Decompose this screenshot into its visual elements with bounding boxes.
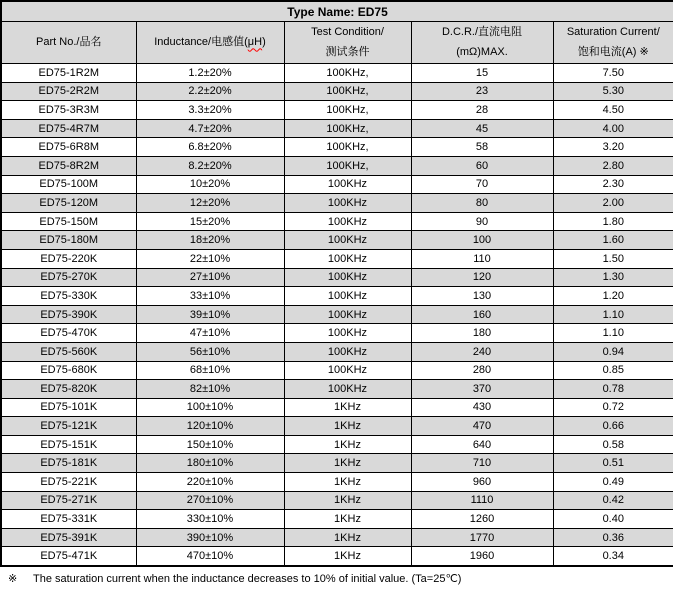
- cell-inductance: 6.8±20%: [136, 138, 284, 157]
- cell-dcr: 470: [411, 417, 553, 436]
- cell-dcr: 28: [411, 101, 553, 120]
- cell-test: 1KHz: [284, 547, 411, 566]
- col-header-dcr: [411, 22, 553, 64]
- cell-part: ED75-471K: [1, 547, 136, 566]
- table-row: [1, 435, 673, 454]
- col-header-test-condition: [284, 22, 411, 64]
- cell-part: ED75-391K: [1, 528, 136, 547]
- cell-test: 100KHz: [284, 380, 411, 399]
- cell-dcr: 70: [411, 175, 553, 194]
- cell-inductance: 22±10%: [136, 249, 284, 268]
- cell-test: 1KHz: [284, 510, 411, 529]
- col-header-test-condition-line1: Test Condition/: [311, 25, 384, 38]
- table-row: [1, 268, 673, 287]
- cell-sat: 1.80: [553, 212, 673, 231]
- cell-inductance: 68±10%: [136, 361, 284, 380]
- col-header-test-condition-line2: 测试条件: [325, 45, 370, 58]
- cell-test: 1KHz: [284, 454, 411, 473]
- cell-test: 100KHz: [284, 249, 411, 268]
- spellcheck-squiggle: μH: [247, 35, 263, 48]
- cell-part: ED75-121K: [1, 417, 136, 436]
- cell-test: 1KHz: [284, 473, 411, 492]
- table-row: [1, 212, 673, 231]
- table-row: [1, 82, 673, 101]
- cell-dcr: 58: [411, 138, 553, 157]
- cell-dcr: 90: [411, 212, 553, 231]
- cell-test: 100KHz,: [284, 64, 411, 83]
- cell-inductance: 180±10%: [136, 454, 284, 473]
- cell-test: 100KHz: [284, 175, 411, 194]
- table-row: [1, 287, 673, 306]
- cell-dcr: 430: [411, 398, 553, 417]
- table-row: [1, 342, 673, 361]
- cell-dcr: 1960: [411, 547, 553, 566]
- table-row: [1, 249, 673, 268]
- cell-sat: 1.50: [553, 249, 673, 268]
- table-row: [1, 156, 673, 175]
- cell-test: 100KHz,: [284, 82, 411, 101]
- cell-part: ED75-181K: [1, 454, 136, 473]
- cell-sat: 0.49: [553, 473, 673, 492]
- table-row: [1, 305, 673, 324]
- cell-test: 100KHz: [284, 342, 411, 361]
- cell-dcr: 240: [411, 342, 553, 361]
- col-header-saturation-current: [553, 22, 673, 64]
- cell-part: ED75-180M: [1, 231, 136, 250]
- cell-part: ED75-220K: [1, 249, 136, 268]
- cell-inductance: 270±10%: [136, 491, 284, 510]
- cell-test: 100KHz,: [284, 101, 411, 120]
- cell-dcr: 120: [411, 268, 553, 287]
- cell-dcr: 280: [411, 361, 553, 380]
- cell-test: 100KHz: [284, 231, 411, 250]
- cell-test: 1KHz: [284, 398, 411, 417]
- cell-test: 100KHz,: [284, 138, 411, 157]
- table-row: [1, 64, 673, 83]
- table-title-row: [1, 1, 673, 22]
- cell-sat: 0.58: [553, 435, 673, 454]
- cell-inductance: 39±10%: [136, 305, 284, 324]
- cell-test: 1KHz: [284, 435, 411, 454]
- cell-sat: 1.10: [553, 324, 673, 343]
- cell-part: ED75-680K: [1, 361, 136, 380]
- footnote: [0, 567, 673, 586]
- cell-part: ED75-6R8M: [1, 138, 136, 157]
- cell-inductance: 1.2±20%: [136, 64, 284, 83]
- cell-part: ED75-270K: [1, 268, 136, 287]
- cell-sat: 0.36: [553, 528, 673, 547]
- cell-inductance: 120±10%: [136, 417, 284, 436]
- cell-part: ED75-101K: [1, 398, 136, 417]
- table-row: [1, 528, 673, 547]
- cell-dcr: 45: [411, 119, 553, 138]
- cell-inductance: 56±10%: [136, 342, 284, 361]
- table-row: [1, 380, 673, 399]
- table-row: [1, 473, 673, 492]
- cell-sat: 0.78: [553, 380, 673, 399]
- table-row: [1, 361, 673, 380]
- cell-part: ED75-120M: [1, 194, 136, 213]
- cell-dcr: 110: [411, 249, 553, 268]
- cell-inductance: 220±10%: [136, 473, 284, 492]
- cell-sat: 1.60: [553, 231, 673, 250]
- cell-sat: 0.66: [553, 417, 673, 436]
- cell-inductance: 33±10%: [136, 287, 284, 306]
- cell-part: ED75-2R2M: [1, 82, 136, 101]
- cell-inductance: 470±10%: [136, 547, 284, 566]
- cell-dcr: 80: [411, 194, 553, 213]
- cell-sat: 0.34: [553, 547, 673, 566]
- cell-test: 1KHz: [284, 491, 411, 510]
- cell-inductance: 150±10%: [136, 435, 284, 454]
- cell-test: 100KHz: [284, 287, 411, 306]
- cell-inductance: 18±20%: [136, 231, 284, 250]
- cell-test: 1KHz: [284, 528, 411, 547]
- table-row: [1, 324, 673, 343]
- col-header-inductance: [136, 22, 284, 64]
- cell-test: 100KHz: [284, 361, 411, 380]
- cell-sat: 7.50: [553, 64, 673, 83]
- cell-dcr: 960: [411, 473, 553, 492]
- cell-part: ED75-1R2M: [1, 64, 136, 83]
- cell-dcr: 1260: [411, 510, 553, 529]
- cell-sat: 1.30: [553, 268, 673, 287]
- cell-dcr: 370: [411, 380, 553, 399]
- cell-inductance: 27±10%: [136, 268, 284, 287]
- cell-test: 100KHz: [284, 324, 411, 343]
- cell-inductance: 390±10%: [136, 528, 284, 547]
- cell-part: ED75-4R7M: [1, 119, 136, 138]
- cell-sat: 0.94: [553, 342, 673, 361]
- cell-inductance: 47±10%: [136, 324, 284, 343]
- cell-dcr: 100: [411, 231, 553, 250]
- cell-inductance: 4.7±20%: [136, 119, 284, 138]
- cell-sat: 2.00: [553, 194, 673, 213]
- col-header-inductance-label: Inductance/电感值(μH): [154, 35, 266, 48]
- cell-sat: 2.80: [553, 156, 673, 175]
- cell-dcr: 710: [411, 454, 553, 473]
- col-header-saturation-current-line1: Saturation Current/: [566, 25, 660, 38]
- cell-part: ED75-331K: [1, 510, 136, 529]
- cell-sat: 1.10: [553, 305, 673, 324]
- table-row: [1, 510, 673, 529]
- cell-dcr: 23: [411, 82, 553, 101]
- cell-inductance: 82±10%: [136, 380, 284, 399]
- cell-dcr: 130: [411, 287, 553, 306]
- cell-test: 100KHz: [284, 268, 411, 287]
- cell-inductance: 15±20%: [136, 212, 284, 231]
- cell-part: ED75-470K: [1, 324, 136, 343]
- table-row: [1, 175, 673, 194]
- table-row: [1, 194, 673, 213]
- table-row: [1, 547, 673, 566]
- footnote-text: The saturation current when the inductance decreases to 10% of initial value. (Ta=25℃): [33, 573, 462, 586]
- table-header-row: [1, 22, 673, 64]
- col-header-part-no-label: Part No./品名: [36, 35, 102, 48]
- cell-sat: 0.40: [553, 510, 673, 529]
- table-title: Type Name: ED75: [1, 1, 673, 22]
- cell-sat: 0.85: [553, 361, 673, 380]
- table-row: [1, 138, 673, 157]
- cell-dcr: 60: [411, 156, 553, 175]
- cell-test: 1KHz: [284, 417, 411, 436]
- cell-part: ED75-390K: [1, 305, 136, 324]
- table-row: [1, 454, 673, 473]
- cell-inductance: 330±10%: [136, 510, 284, 529]
- cell-part: ED75-330K: [1, 287, 136, 306]
- cell-sat: 5.30: [553, 82, 673, 101]
- cell-test: 100KHz,: [284, 119, 411, 138]
- cell-test: 100KHz: [284, 212, 411, 231]
- table-row: [1, 101, 673, 120]
- cell-sat: 1.20: [553, 287, 673, 306]
- cell-inductance: 12±20%: [136, 194, 284, 213]
- cell-part: ED75-560K: [1, 342, 136, 361]
- cell-sat: 2.30: [553, 175, 673, 194]
- cell-dcr: 1110: [411, 491, 553, 510]
- table-body: [1, 64, 673, 567]
- cell-dcr: 180: [411, 324, 553, 343]
- col-header-saturation-current-line2: 饱和电流(A) ※: [577, 45, 649, 58]
- cell-dcr: 160: [411, 305, 553, 324]
- cell-dcr: 15: [411, 64, 553, 83]
- table-row: [1, 119, 673, 138]
- cell-part: ED75-271K: [1, 491, 136, 510]
- col-header-dcr-line2: (mΩ)MAX.: [456, 45, 508, 58]
- cell-sat: 4.50: [553, 101, 673, 120]
- cell-part: ED75-150M: [1, 212, 136, 231]
- cell-sat: 0.42: [553, 491, 673, 510]
- cell-test: 100KHz: [284, 194, 411, 213]
- cell-part: ED75-151K: [1, 435, 136, 454]
- cell-part: ED75-3R3M: [1, 101, 136, 120]
- cell-part: ED75-8R2M: [1, 156, 136, 175]
- cell-sat: 0.51: [553, 454, 673, 473]
- cell-sat: 3.20: [553, 138, 673, 157]
- cell-dcr: 1770: [411, 528, 553, 547]
- cell-inductance: 8.2±20%: [136, 156, 284, 175]
- footnote-marker: ※: [8, 573, 18, 586]
- cell-sat: 4.00: [553, 119, 673, 138]
- cell-part: ED75-221K: [1, 473, 136, 492]
- cell-dcr: 640: [411, 435, 553, 454]
- table-row: [1, 491, 673, 510]
- cell-sat: 0.72: [553, 398, 673, 417]
- cell-inductance: 100±10%: [136, 398, 284, 417]
- cell-part: ED75-100M: [1, 175, 136, 194]
- cell-part: ED75-820K: [1, 380, 136, 399]
- table-row: [1, 417, 673, 436]
- col-header-part-no: [1, 22, 136, 64]
- cell-inductance: 3.3±20%: [136, 101, 284, 120]
- cell-test: 100KHz: [284, 305, 411, 324]
- table-row: [1, 398, 673, 417]
- table-row: [1, 231, 673, 250]
- col-header-dcr-line1: D.C.R./直流电阻: [441, 25, 523, 38]
- cell-inductance: 10±20%: [136, 175, 284, 194]
- cell-inductance: 2.2±20%: [136, 82, 284, 101]
- cell-test: 100KHz,: [284, 156, 411, 175]
